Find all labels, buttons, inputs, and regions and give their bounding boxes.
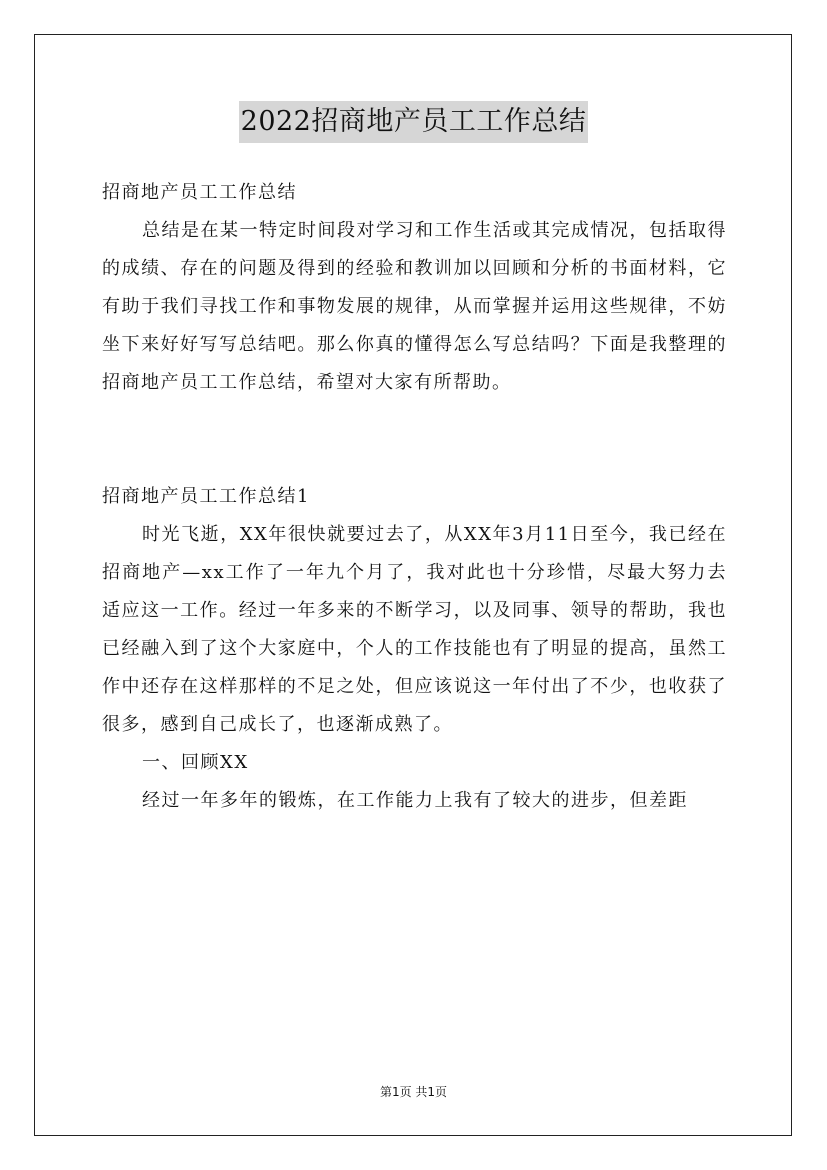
title-container [0, 101, 827, 143]
blank-spacer [102, 402, 727, 478]
page-footer: 第1页 共1页 [379, 1085, 448, 1099]
document-title: 2022招商地产员工工作总结 [239, 101, 589, 143]
intro-paragraph: 总结是在某一特定时间段对学习和工作生活或其完成情况，包括取得的成绩、存在的问题及得到的经验和教训加以回顾和分析的书面材料，它有助于我们寻找工作和事物发展的规律，从而掌握并运用这些规律，不妨坐下来好好写写总结吧。那么你真的懂得怎么写总结吗？下面是我整理的招商地产员工工作总结，希望对大家有所帮助。 [102, 220, 727, 393]
section1-paragraph-2: 经过一年多年的锻炼，在工作能力上我有了较大的进步，但差距 [142, 790, 688, 811]
subheading-review: 一、回顾XX [142, 752, 249, 773]
intro-heading: 招商地产员工工作总结 [102, 182, 297, 203]
section1-paragraph: 时光飞逝，XX年很快就要过去了，从XX年3月11日至今，我已经在招商地产—xx工作了一年九个月了，我对此也十分珍惜，尽最大努力去适应这一工作。经过一年多来的不断学习，以及同事、领导的帮助，我也已经融入到了这个大家庭中，个人的工作技能也有了明显的提高，虽然工作中还存在这样那样的不足之处，但应该说这一年付出了不少，也收获了很多，感到自己成长了，也逐渐成熟了。 [102, 524, 727, 735]
section1-heading: 招商地产员工工作总结1 [102, 486, 310, 507]
document-body [102, 174, 727, 820]
